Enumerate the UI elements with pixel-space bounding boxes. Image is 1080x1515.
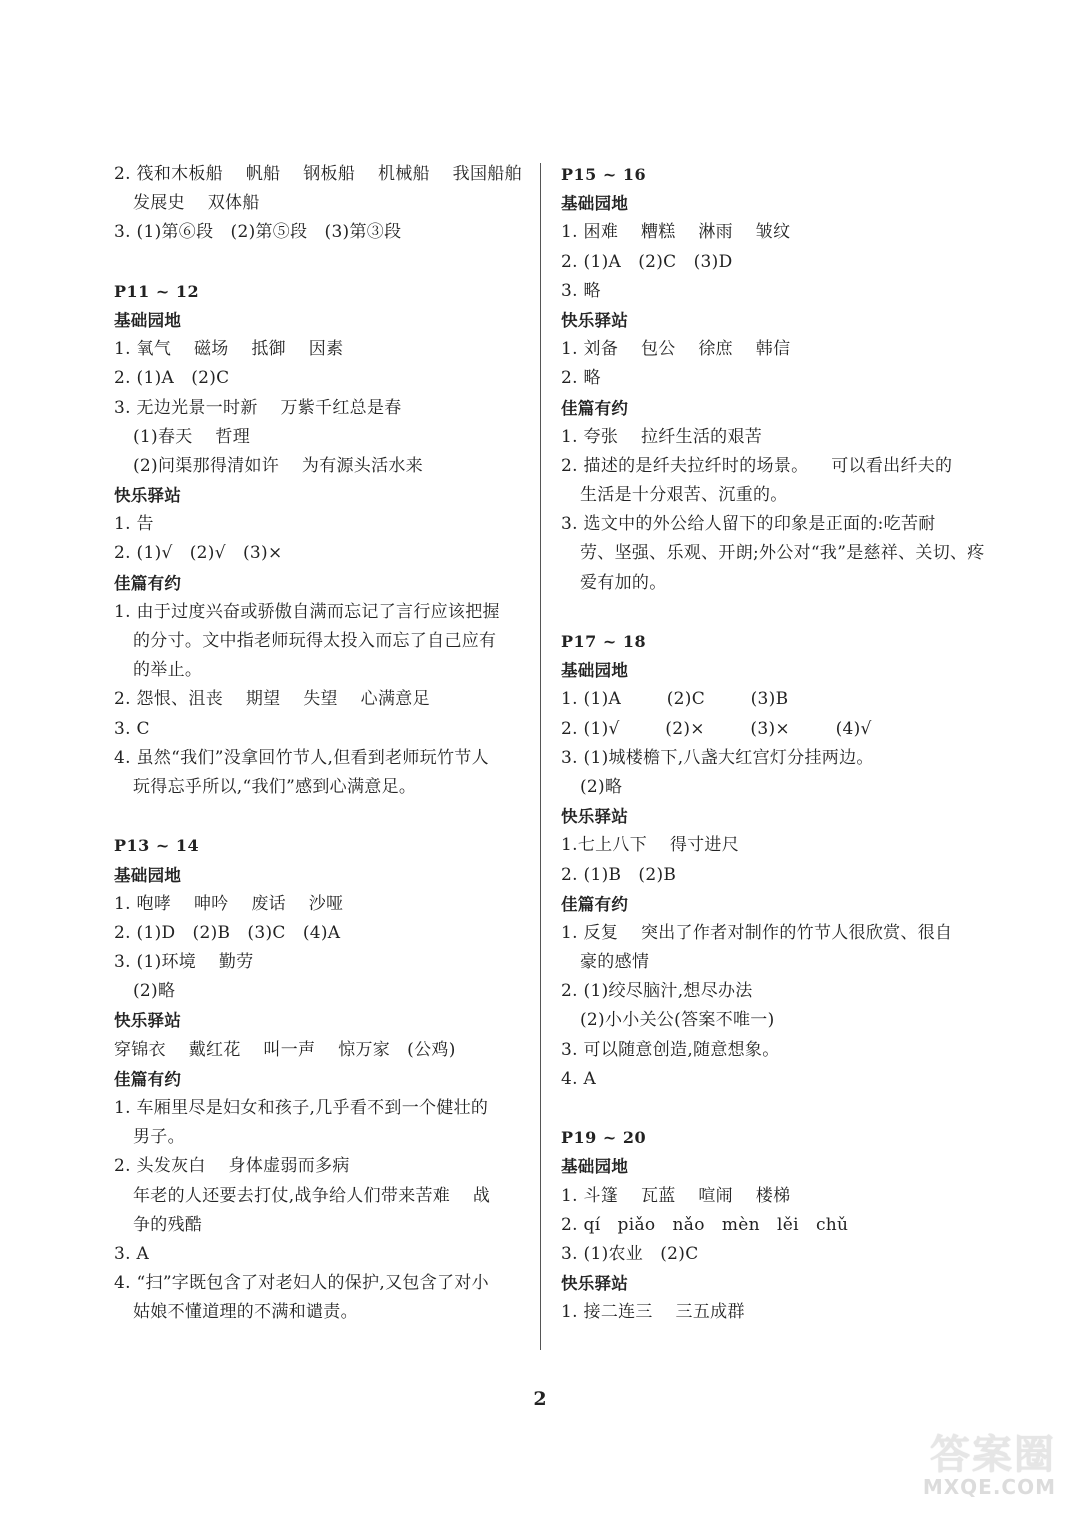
section-heading: 佳篇有约: [561, 398, 629, 418]
answer-line: 3. A: [114, 1243, 150, 1264]
section-heading: 佳篇有约: [114, 573, 182, 593]
answer-line: 3. 选文中的外公给人留下的印象是正面的:吃苦耐: [561, 514, 936, 535]
section-heading: 基础园地: [561, 1157, 629, 1177]
answer-line: 1. 夸张 拉纤生活的艰苦: [561, 426, 763, 447]
answer-line: 1. 车厢里尽是妇女和孩子,几乎看不到一个健壮的: [114, 1098, 489, 1118]
answer-line: 3. (1)第⑥段 (2)第⑤段 (3)第③段: [114, 222, 402, 243]
section-heading: 快乐驿站: [114, 486, 182, 506]
spacer: [114, 802, 524, 831]
answer-continuation: 爱有加的。: [580, 572, 667, 593]
answer-line: 2. (1)A (2)C: [114, 368, 230, 389]
answer-continuation: 劳、坚强、乐观、开朗;外公对“我”是慈祥、关切、疼: [580, 543, 985, 564]
answer-line: 1. 告: [114, 514, 154, 535]
answer-line: 2. (1)√ (2)√ (3)×: [114, 543, 283, 564]
left-column: [114, 160, 524, 1328]
answer-line: 4. 虽然“我们”没拿回竹节人,但看到老师玩竹节人: [114, 747, 489, 768]
answer-continuation: 年老的人还要去打仗,战争给人们带来苦难 战: [133, 1185, 491, 1206]
section-heading: 基础园地: [114, 865, 182, 885]
answer-line: 3. 略: [561, 280, 601, 301]
page-range-heading: P17 ~ 18: [561, 632, 647, 651]
right-column: [561, 160, 985, 1328]
answer-line: 2. (1)绞尽脑汁,想尽办法: [561, 981, 753, 1002]
answer-line: 1. 接二连三 三五成群: [561, 1302, 745, 1323]
section-heading: 快乐驿站: [114, 1011, 182, 1031]
watermark-url: MXQE.COM: [922, 1475, 1056, 1499]
answer-line: 2. 筏和木板船 帆船 钢板船 机械船 我国船舶: [114, 164, 522, 184]
answer-line: 2. 怨恨、沮丧 期望 失望 心满意足: [114, 689, 430, 710]
answer-line: 1. 反复 突出了作者对制作的竹节人很欣赏、很自: [561, 922, 953, 943]
column-divider: [540, 163, 541, 1350]
answer-line: 4. A: [561, 1068, 597, 1089]
answer-continuation: (1)春天 哲理: [133, 426, 250, 447]
spacer: [561, 598, 981, 627]
section-heading: 快乐驿站: [561, 807, 629, 827]
answer-line: 3. 无边光景一时新 万紫千红总是春: [114, 397, 402, 418]
answer-line: 1. 斗篷 瓦蓝 喧闹 楼梯: [561, 1185, 791, 1206]
answer-line: 1. 由于过度兴奋或骄傲自满而忘记了言行应该把握: [114, 601, 500, 622]
spacer: [561, 1094, 981, 1123]
page-range-heading: P15 ~ 16: [561, 165, 647, 184]
answer-line: 1.七上八下 得寸进尺: [561, 835, 740, 856]
answer-line: 3. (1)城楼檐下,八盏大红宫灯分挂两边。: [561, 747, 874, 768]
answer-continuation: (2)小小关公(答案不唯一): [580, 1010, 775, 1031]
answer-line: 1. 刘备 包公 徐庶 韩信: [561, 339, 791, 360]
answer-continuation: 豪的感情: [580, 952, 650, 973]
answer-continuation: (2)略: [133, 981, 176, 1002]
answer-line: 2. 描述的是纤夫拉纤时的场景。 可以看出纤夫的: [561, 455, 953, 476]
section-heading: 基础园地: [561, 194, 629, 214]
answer-line: 4. “扫”字既包含了对老妇人的保护,又包含了对小: [114, 1273, 489, 1294]
answer-continuation: 男子。: [133, 1127, 185, 1148]
answer-continuation: 姑娘不懂道理的不满和谴责。: [133, 1302, 358, 1323]
answer-continuation: 争的残酷: [133, 1214, 203, 1235]
page-range-heading: P11 ~ 12: [114, 281, 200, 301]
spacer: [114, 248, 524, 277]
answer-continuation: 玩得忘乎所以,“我们”感到心满意足。: [133, 776, 417, 797]
answer-line: 3. (1)农业 (2)C: [561, 1243, 699, 1264]
watermark-logo-text: 答案圈: [930, 1432, 1056, 1478]
section-heading: 基础园地: [114, 310, 182, 330]
page-range-heading: P19 ~ 20: [561, 1128, 647, 1148]
answer-continuation: 的分寸。文中指老师玩得太投入而忘了自己应有: [133, 631, 497, 651]
answer-line: 1. 困难 糟糕 淋雨 皱纹: [561, 222, 791, 243]
section-heading: 佳篇有约: [561, 894, 629, 914]
answer-line: 2. (1)√ (2)× (3)× (4)√: [561, 718, 872, 739]
answer-line: 2. 头发灰白 身体虚弱而多病: [114, 1156, 350, 1177]
answer-line: 1. (1)A (2)C (3)B: [561, 689, 789, 710]
answer-continuation: (2)问渠那得清如许 为有源头活水来: [133, 455, 423, 476]
answer-continuation: 生活是十分艰苦、沉重的。: [580, 485, 788, 506]
answer-continuation: 发展史 双体船: [133, 193, 260, 214]
answer-line: 穿锦衣 戴红花 叫一声 惊万家 (公鸡): [114, 1039, 456, 1060]
answer-line: 3. (1)环境 勤劳: [114, 952, 254, 973]
answer-line: 2. (1)B (2)B: [561, 864, 677, 885]
answer-line: 3. C: [114, 718, 150, 739]
answer-line: 2. (1)D (2)B (3)C (4)A: [114, 922, 341, 943]
answer-line: 1. 氧气 磁场 抵御 因素: [114, 339, 344, 360]
section-heading: 基础园地: [561, 661, 629, 681]
answer-line: 2. 略: [561, 368, 601, 389]
answer-line: 2. qí piǎo nǎo mèn lěi chǔ: [561, 1214, 849, 1235]
answer-continuation: 的举止。: [133, 660, 203, 681]
page-range-heading: P13 ~ 14: [114, 836, 200, 856]
answer-continuation: (2)略: [580, 776, 623, 797]
answer-line: 3. 可以随意创造,随意想象。: [561, 1039, 780, 1060]
watermark: [900, 1429, 1060, 1499]
section-heading: 快乐驿站: [561, 1274, 629, 1294]
page-number: 2: [533, 1388, 547, 1410]
answer-line: 2. (1)A (2)C (3)D: [561, 251, 733, 272]
section-heading: 快乐驿站: [561, 310, 629, 330]
section-heading: 佳篇有约: [114, 1069, 182, 1089]
answer-line: 1. 咆哮 呻吟 废话 沙哑: [114, 893, 344, 914]
